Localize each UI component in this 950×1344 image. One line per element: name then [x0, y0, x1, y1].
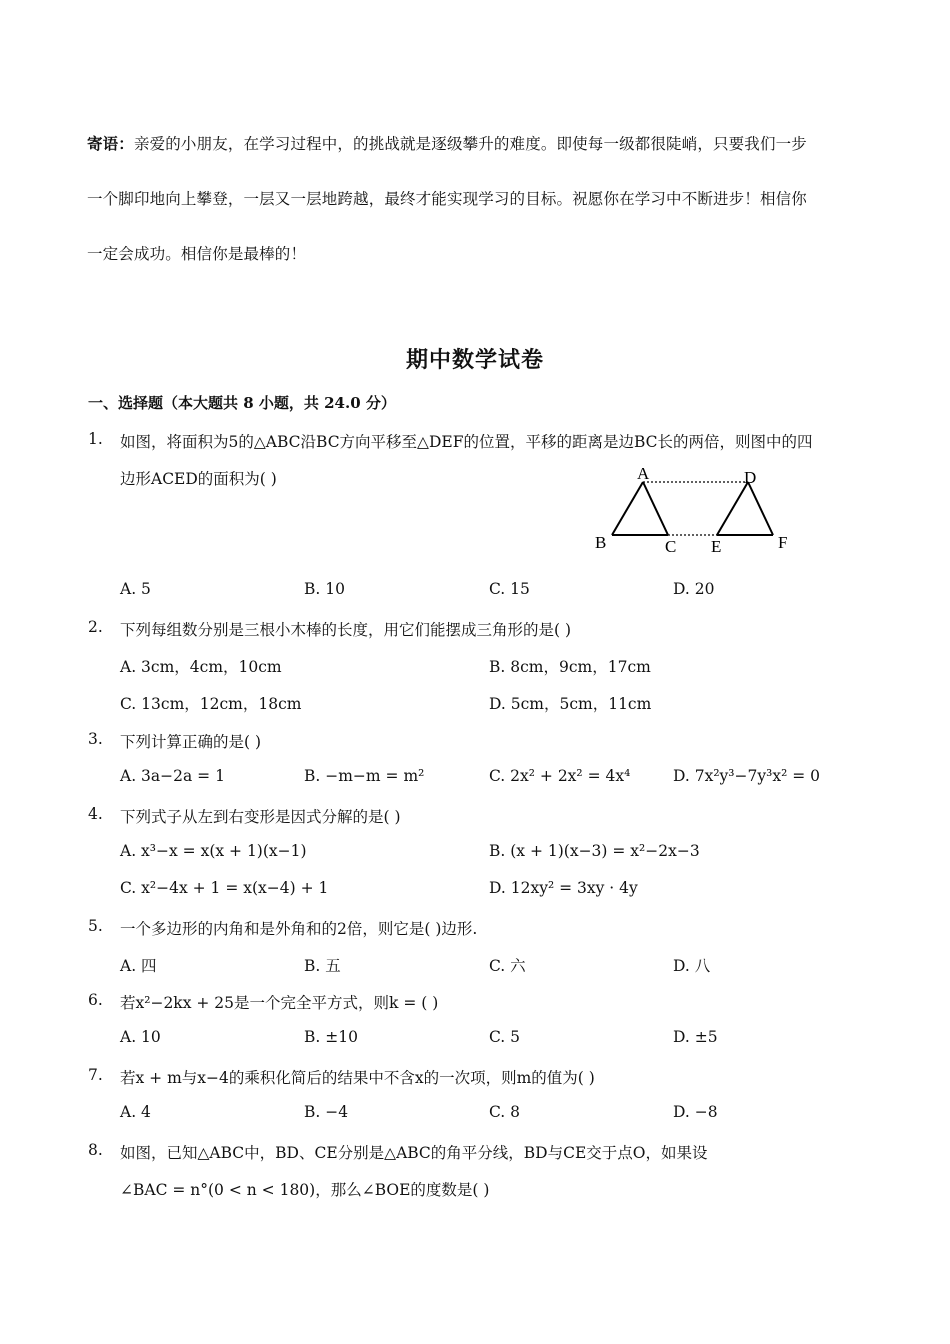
option-a[interactable]: A. 5 — [120, 580, 151, 598]
option-a[interactable]: A. x³−x = x(x + 1)(x−1) — [120, 842, 307, 860]
option-c[interactable]: C. 13cm，12cm，18cm — [120, 695, 302, 713]
label-f: F — [778, 533, 788, 552]
segment-ab — [612, 482, 643, 535]
question-number: 7. — [88, 1066, 103, 1084]
option-c[interactable]: C. 5 — [489, 1028, 521, 1046]
translation-figure — [590, 462, 800, 557]
label-b: B — [595, 533, 607, 552]
question-number: 1. — [88, 430, 103, 448]
option-c[interactable]: C. 15 — [489, 580, 530, 598]
option-a[interactable]: A. 4 — [120, 1103, 151, 1121]
question-text: 一个多边形的内角和是外角和的2倍，则它是( )边形. — [120, 920, 478, 938]
question-text-line1: 如图，将面积为5的△ABC沿BC方向平移至△DEF的位置，平移的距离是边BC长的两倍，则图中的四 — [120, 433, 813, 451]
greeting-line-3: 一定会成功。相信你是最棒的！ — [87, 245, 307, 263]
option-d[interactable]: D. ±5 — [673, 1028, 718, 1046]
option-b[interactable]: B. −m−m = m² — [304, 767, 425, 785]
label-a: A — [637, 464, 650, 483]
greeting-label: 寄语： — [87, 134, 134, 153]
segment-de — [717, 482, 748, 535]
option-d[interactable]: D. 八 — [673, 957, 711, 975]
option-a[interactable]: A. 四 — [120, 957, 157, 975]
option-a[interactable]: A. 3a−2a = 1 — [120, 767, 225, 785]
option-c[interactable]: C. 8 — [489, 1103, 521, 1121]
page-title: 期中数学试卷 — [405, 347, 544, 373]
option-d[interactable]: D. 12xy² = 3xy · 4y — [489, 879, 638, 897]
question-number: 2. — [88, 618, 103, 636]
label-d: D — [744, 468, 757, 487]
segment-ac — [643, 482, 668, 535]
segment-df — [748, 482, 773, 535]
question-number: 8. — [88, 1141, 103, 1159]
question-text-line2: 边形ACED的面积为( ) — [120, 470, 277, 488]
option-c[interactable]: C. 六 — [489, 957, 526, 975]
option-c[interactable]: C. 2x² + 2x² = 4x⁴ — [489, 767, 631, 785]
section-heading: 一、选择题（本大题共 8 小题，共 24.0 分） — [88, 394, 396, 412]
option-b[interactable]: B. ±10 — [304, 1028, 358, 1046]
option-c[interactable]: C. x²−4x + 1 = x(x−4) + 1 — [120, 879, 329, 897]
option-b[interactable]: B. −4 — [304, 1103, 349, 1121]
question-text: 下列计算正确的是( ) — [120, 733, 262, 751]
question-text: 下列式子从左到右变形是因式分解的是( ) — [120, 808, 401, 826]
question-text: 若x + m与x−4的乘积化简后的结果中不含x的一次项，则m的值为( ) — [120, 1069, 595, 1087]
option-a[interactable]: A. 3cm，4cm，10cm — [120, 658, 282, 676]
option-b[interactable]: B. 8cm，9cm，17cm — [489, 658, 651, 676]
option-b[interactable]: B. 10 — [304, 580, 345, 598]
greeting-line-1: 寄语：亲爱的小朋友，在学习过程中，的挑战就是逐级攀升的难度。即使每一级都很陡峭，只要我们一步 — [87, 134, 807, 153]
greeting-line-2: 一个脚印地向上攀登，一层又一层地跨越，最终才能实现学习的目标。祝愿你在学习中不断进步！相信你 — [87, 190, 807, 208]
option-b[interactable]: B. 五 — [304, 957, 341, 975]
question-number: 3. — [88, 730, 103, 748]
option-b[interactable]: B. (x + 1)(x−3) = x²−2x−3 — [489, 842, 700, 860]
label-e: E — [711, 537, 722, 556]
label-c: C — [665, 537, 677, 556]
question-text: 下列每组数分别是三根小木棒的长度，用它们能摆成三角形的是( ) — [120, 621, 572, 639]
option-d[interactable]: D. −8 — [673, 1103, 718, 1121]
question-number: 6. — [88, 991, 103, 1009]
option-d[interactable]: D. 20 — [673, 580, 715, 598]
option-d[interactable]: D. 5cm，5cm，11cm — [489, 695, 652, 713]
question-text: 若x²−2kx + 25是一个完全平方式，则k = ( ) — [120, 994, 439, 1012]
option-a[interactable]: A. 10 — [120, 1028, 161, 1046]
question-number: 4. — [88, 805, 103, 823]
option-d[interactable]: D. 7x²y³−7y³x² = 0 — [673, 767, 820, 785]
question-number: 5. — [88, 917, 103, 935]
question-text-line2: ∠BAC = n°(0 < n < 180)，那么∠BOE的度数是( ) — [120, 1181, 490, 1199]
question-text-line1: 如图，已知△ABC中，BD、CE分别是△ABC的角平分线，BD与CE交于点O，如果设 — [120, 1144, 708, 1162]
